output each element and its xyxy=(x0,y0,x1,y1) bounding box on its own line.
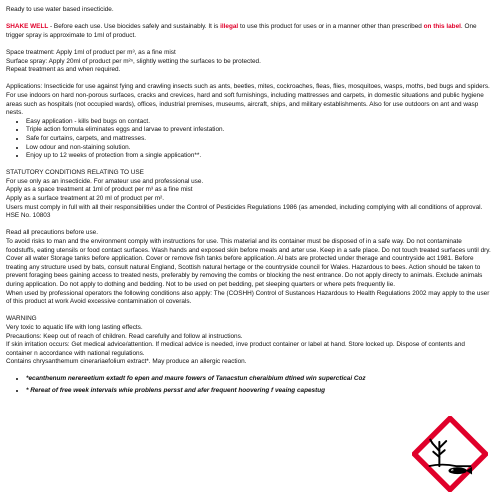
ghs09-environment-icon xyxy=(412,416,488,492)
applications-paragraph: Applications: Insecticide for use against fying and crawling insects such as ants, beetles, mites, cockroaches, fleas, flies, mosquitoes, wasps, moths, bed bugs and spiders. For use indoors on hard non-porous surfaces, cracks and crevices, hard and soft furnishings, including mattresses and carpets, in domestic situations and public hygiene areas such as hospitals (not occupied wards), offices, industrial premises, museums, aircraft, ships, and military establishments. Also for use outdoors on ant and wasp nests. xyxy=(6,83,490,117)
warning-line: Very toxic to aquatic life with long lasting effects. xyxy=(6,323,143,331)
footnote: • *ecanthenum nerereetium extadt fo epen and maure fowers of Tanacstun cheraibium dtined win supercticai Coz xyxy=(26,375,492,384)
list-item: • Triple action formula eliminates eggs and larvae to prevent infestation. xyxy=(26,126,492,135)
list-item: • Enjoy up to 12 weeks of protection from a single application**. xyxy=(26,152,492,161)
benefits-list xyxy=(6,118,492,161)
warning-line: If skin irritation occurs: Get medical advice/attention. If medical advice is needed, inve product container or label at hand. Store locked up. Dispose of contents and container n accordance with national regulations. xyxy=(6,341,465,357)
shake-text-3: . One trigger spray is approximate to 1ml of product. xyxy=(6,23,477,39)
warning-heading: WARNING xyxy=(6,315,37,323)
professional-use-paragraph: When used by professional operators the following conditions also apply: The (COSHH) Control of Sustances Hazardous to Health Regulations 2002 may apply to the user of this product at work Avoid excessive contamination ol coverals. xyxy=(6,289,490,306)
intro-line: Ready to use water based insecticide. xyxy=(6,6,114,13)
label-document xyxy=(6,6,492,398)
precautions-heading: Read all precautions before use. xyxy=(6,229,99,237)
warning-line: Contains chrysanthemum cinerariaefolium extract*. May produce an allergic reaction. xyxy=(6,358,247,366)
shake-well-label: SHAKE WELL xyxy=(6,23,49,31)
treatment-line: Space treatment: Apply 1ml of product per m³, as a fine mist xyxy=(6,48,176,56)
hse-number: HSE No. 10803 xyxy=(6,212,51,220)
statutory-heading: STATUTORY CONDITIONS RELATING TO USE xyxy=(6,169,144,177)
precautions-paragraph: To avoid risks to man and the environment comply with instructions for use. This material and its container must be disposed of in a safe way. Do not contaminate foodstuffs, eating utensils or food contact surfaces. Wash hands and exposed skin before meals and arter use. Keep in a safe place. Do not touch treated surfaces until dry. Cover all water Storage tanks before application. Cover or remove fish tanks before application. Al bats are protected under therage and countryside act 1981. Before treating any structure used by bats, consult natural England, Scottish natural hertage or the countryside council for Wales. Hazardous to bees. Action should be taken to prevent foraging bees gaining access to treated nests, preferably by removing the combs or blocking the nest entrance. Do not apply directy to animals. Exclude animals during application. Do not apply to dothing and bedding. Not to be used on pet bedding, pet sleeping quarters or where pets frequently lie. xyxy=(6,238,491,288)
shake-well-paragraph xyxy=(6,23,492,40)
shake-text-1: - Before each use. Use biocides safely and sustainably. It is xyxy=(48,23,221,31)
treatment-line: Repeat treatment as and when required. xyxy=(6,66,121,74)
statutory-line: Apply as a surface treatment at 20 ml of product per m². xyxy=(6,195,165,203)
list-item: • Easy application - kills bed bugs on contact. xyxy=(26,118,492,127)
statutory-line: For use only as an insecticide. For amateur use and professional use. xyxy=(6,177,204,185)
shake-text-2: to use this product for uses or in a manner other than prescribed xyxy=(238,23,424,31)
treatment-line: Surface spray: Apply 20ml of product per m²ⁿ, slightly wetting the surfaces to be protected. xyxy=(6,57,261,65)
illegal-word: illegal xyxy=(220,23,239,31)
footnote: • * Rereat of free week intervals whie problens persst and afer frequent hoovering f veaing capestug xyxy=(26,387,492,396)
on-this-label: on this label xyxy=(423,23,461,31)
list-item: • Safe for curtains, carpets, and mattresses. xyxy=(26,135,492,144)
warning-line: Precautions: Keep out of reach of children. Read carefully and follow al instructions. xyxy=(6,332,243,340)
statutory-line: Users must comply in full with all their responsibilities under the Control of Pesticides Regulations 1986 (as amended, including complying with all conditions of approval. xyxy=(6,203,483,211)
footnotes-list xyxy=(6,375,492,395)
list-item: • Low odour and non-staining solution. xyxy=(26,144,492,153)
statutory-line: Apply as a space treatment at 1ml of product per m³ as a fine mist xyxy=(6,186,193,194)
